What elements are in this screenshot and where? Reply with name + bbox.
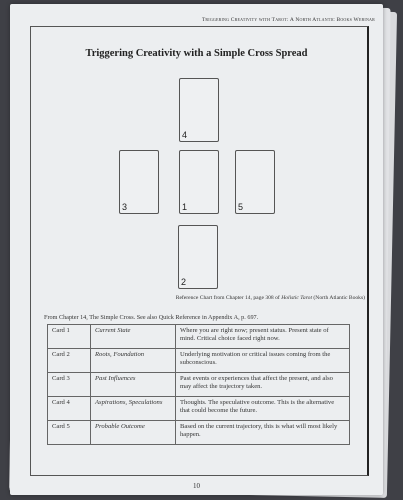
card-label: Card 5: [48, 421, 91, 445]
position-name: Past Influences: [91, 373, 176, 397]
position-description: Thoughts. The speculative outcome. This is the alternative that could become the future.: [176, 397, 350, 421]
card-label: Card 1: [48, 325, 91, 349]
card-label: Card 4: [48, 397, 91, 421]
card-slot-label: 4: [182, 130, 188, 140]
table-row: [48, 373, 350, 397]
card-label: Card 2: [48, 349, 91, 373]
intro-text: From Chapter 14, The Simple Cross. See also Quick Reference in Appendix A, p. 697.: [44, 314, 259, 321]
table-row: [48, 325, 350, 349]
card-slot-4: [179, 78, 219, 142]
card-slot-5: [235, 150, 275, 214]
position-name: Roots, Foundation: [91, 349, 176, 373]
card-slot-3: [119, 150, 159, 214]
position-description: Where you are right now; present status. Present state of mind. Critical choice faced right now.: [176, 325, 350, 349]
card-label: Card 3: [48, 373, 91, 397]
card-slot-1: [179, 150, 219, 214]
caption-publisher: (North Atlantic Books): [312, 295, 365, 301]
position-description: Based on the current trajectory, this is what will most likely happen.: [176, 421, 350, 445]
card-slot-2: [178, 225, 218, 289]
position-name: Aspirations, Speculations: [91, 397, 176, 421]
position-name: Probable Outcome: [91, 421, 176, 445]
card-slot-label: 1: [182, 202, 188, 212]
card-slot-label: 2: [181, 277, 187, 287]
spread-title: Triggering Creativity with a Simple Cross Spread: [85, 48, 308, 59]
table-row: [48, 397, 350, 421]
position-description: Past events or experiences that affect the present, and also may affect the trajectory taken.: [176, 373, 350, 397]
caption-book-title: Holistic Tarot: [281, 295, 313, 301]
position-name: Current State: [91, 325, 176, 349]
page-number: 10: [193, 482, 200, 490]
card-slot-label: 3: [122, 202, 128, 212]
position-description: Underlying motivation or critical issues coming from the subconscious.: [176, 349, 350, 373]
document-page: [10, 4, 383, 495]
running-header: Triggering Creativity with Tarot: A North Atlantic Books Webinar: [201, 17, 375, 23]
caption-text: Reference Chart from Chapter 14, page 308 of: [175, 295, 282, 301]
table-row: [48, 421, 350, 445]
card-reference-table: [47, 324, 350, 445]
card-slot-label: 5: [238, 202, 244, 212]
table-row: [48, 349, 350, 373]
reference-caption: [176, 295, 365, 301]
